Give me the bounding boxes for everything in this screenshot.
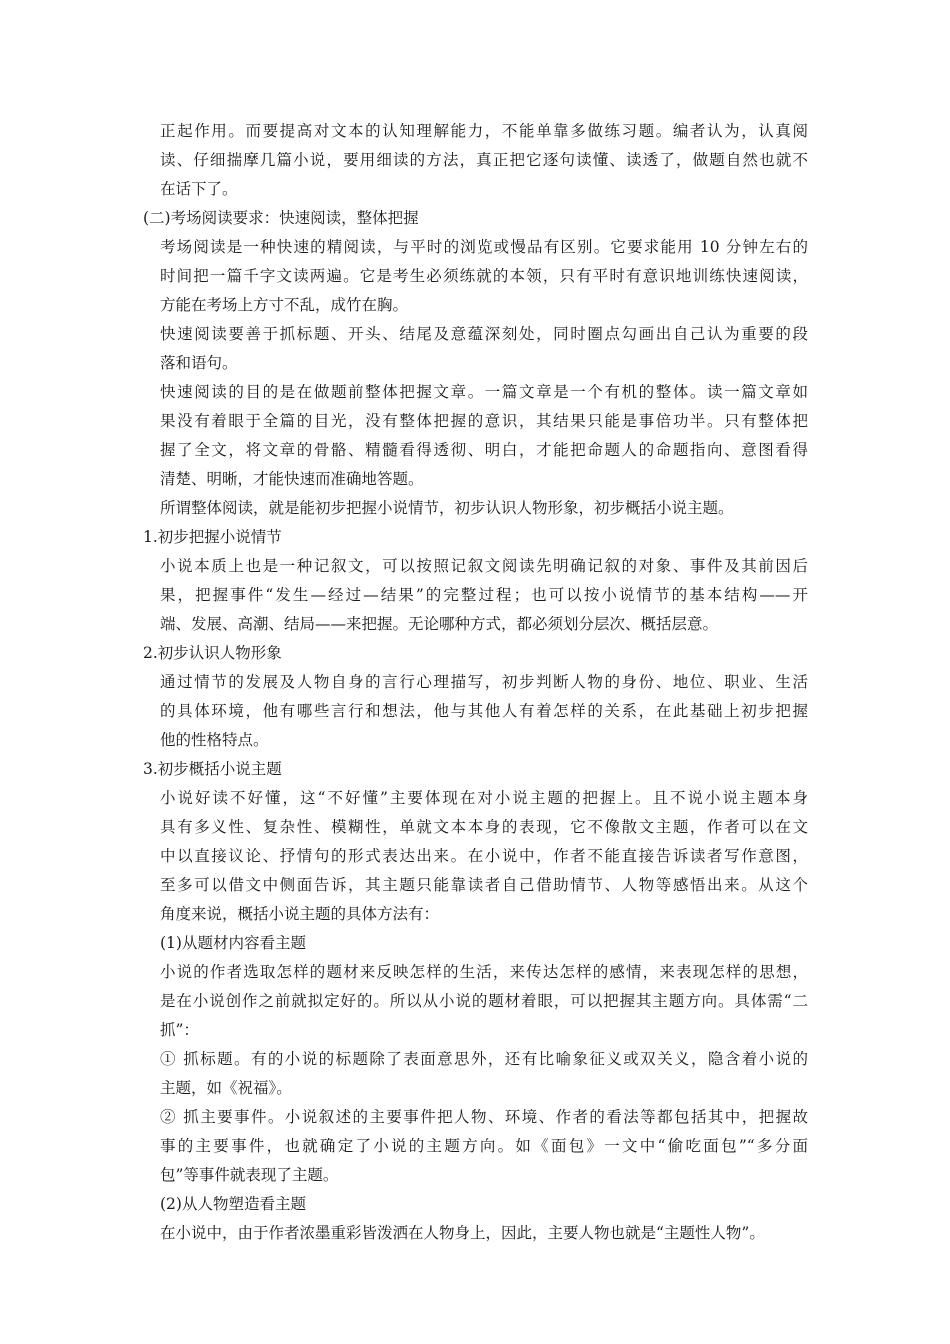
item-3-line-3: 中以直接议论、抒情句的形式表达出来。在小说中，作者不能直接告诉读者写作意图， (160, 847, 808, 865)
item-3-line-2: 具有多义性、复杂性、模糊性，单就文本本身的表现，它不像散文主题，作者可以在文 (160, 818, 808, 836)
section-2-p1-line-2: 时间把一篇千字文读两遍。它是考生必须练就的本领，只有平时有意识地训练快速阅读， (160, 267, 808, 285)
section-2-p3-line-1: 快速阅读的目的是在做题前整体把握文章。一篇文章是一个有机的整体。读一篇文章如 (160, 383, 808, 401)
item-3-point-2-line-3: 包”等事件就表现了主题。 (160, 1166, 339, 1184)
item-3-point-1-line-1: ① 抓标题。有的小说的标题除了表面意思外，还有比喻象征义或双关义，隐含着小说的 (160, 1050, 808, 1068)
intro-line-2: 读、仔细揣摩几篇小说，要用细读的方法，真正把它逐句读懂、读透了，做题自然也就不 (160, 151, 808, 169)
item-3-point-2-line-2: 事的主要事件，也就确定了小说的主题方向。如《面包》一文中“偷吃面包”“多分面 (160, 1137, 808, 1155)
section-2-p1-line-1: 考场阅读是一种快速的精阅读，与平时的浏览或慢品有区别。它要求能用 10 分钟左右的 (160, 238, 808, 256)
section-2-p2-line-1: 快速阅读要善于抓标题、开头、结尾及意蕴深刻处，同时圈点勾画出自己认为重要的段 (160, 325, 808, 343)
section-2-p3-line-3: 握了全文，将文章的骨骼、精髓看得透彻、明白，才能把命题人的命题指向、意图看得 (160, 441, 808, 459)
section-2-p4-line-1: 所谓整体阅读，就是能初步把握小说情节，初步认识人物形象，初步概括小说主题。 (160, 499, 734, 517)
section-2-p3-line-4: 清楚、明晰，才能快速而准确地答题。 (160, 470, 424, 488)
item-3-line-1: 小说好读不好懂，这“不好懂”主要体现在对小说主题的把握上。且不说小说主题本身 (160, 789, 808, 807)
item-3-line-5: 角度来说，概括小说主题的具体方法有： (160, 905, 440, 923)
item-1-line-1: 小说本质上也是一种记叙文，可以按照记叙文阅读先明确记叙的对象、事件及其前因后 (160, 557, 808, 575)
intro-line-3: 在话下了。 (160, 180, 238, 198)
section-2-p3-line-2: 果没有着眼于全篇的目光，没有整体把握的意识，其结果只能是事倍功半。只有整体把 (160, 412, 808, 430)
section-2-p1-line-3: 方能在考场上方寸不乱，成竹在胸。 (160, 296, 409, 314)
section-2-heading: (二)考场阅读要求：快速阅读，整体把握 (143, 209, 419, 227)
item-1-line-2: 果，把握事件“发生—经过—结果”的完整过程；也可以按小说情节的基本结构——开 (160, 586, 808, 604)
item-1-line-3: 端、发展、高潮、结局——来把握。无论哪种方式，都必须划分层次、概括层意。 (160, 615, 719, 633)
section-2-p2-line-2: 落和语句。 (160, 354, 238, 372)
item-2-line-3: 他的性格特点。 (160, 731, 269, 749)
item-3-sub-1-line-3: 抓”： (160, 1021, 199, 1039)
item-3-point-2-line-1: ② 抓主要事件。小说叙述的主要事件把人物、环境、作者的看法等都包括其中，把握故 (160, 1108, 808, 1126)
intro-line-1: 正起作用。而要提高对文本的认知理解能力，不能单靠多做练习题。编者认为，认真阅 (160, 122, 808, 140)
item-3-heading: 3.初步概括小说主题 (143, 760, 282, 778)
item-2-heading: 2.初步认识人物形象 (143, 644, 282, 662)
item-1-heading: 1.初步把握小说情节 (143, 528, 282, 546)
item-3-sub-2-heading: (2)从人物塑造看主题 (160, 1195, 306, 1213)
item-3-sub-2-line-1: 在小说中，由于作者浓墨重彩皆泼洒在人物身上，因此，主要人物也就是“主题性人物”。 (160, 1224, 765, 1242)
item-3-sub-1-line-1: 小说的作者选取怎样的题材来反映怎样的生活，来传达怎样的感情，来表现怎样的思想， (160, 963, 808, 981)
item-3-point-1-line-2: 主题，如《祝福》。 (160, 1079, 292, 1097)
item-2-line-1: 通过情节的发展及人物自身的言行心理描写，初步判断人物的身份、地位、职业、生活 (160, 673, 808, 691)
item-3-sub-1-line-2: 是在小说创作之前就拟定好的。所以从小说的题材着眼，可以把握其主题方向。具体需“二 (160, 992, 808, 1010)
item-3-line-4: 至多可以借文中侧面告诉，其主题只能靠读者自己借助情节、人物等感悟出来。从这个 (160, 876, 808, 894)
item-3-sub-1-heading: (1)从题材内容看主题 (160, 934, 306, 952)
item-2-line-2: 的具体环境，他有哪些言行和想法，他与其他人有着怎样的关系，在此基础上初步把握 (160, 702, 808, 720)
